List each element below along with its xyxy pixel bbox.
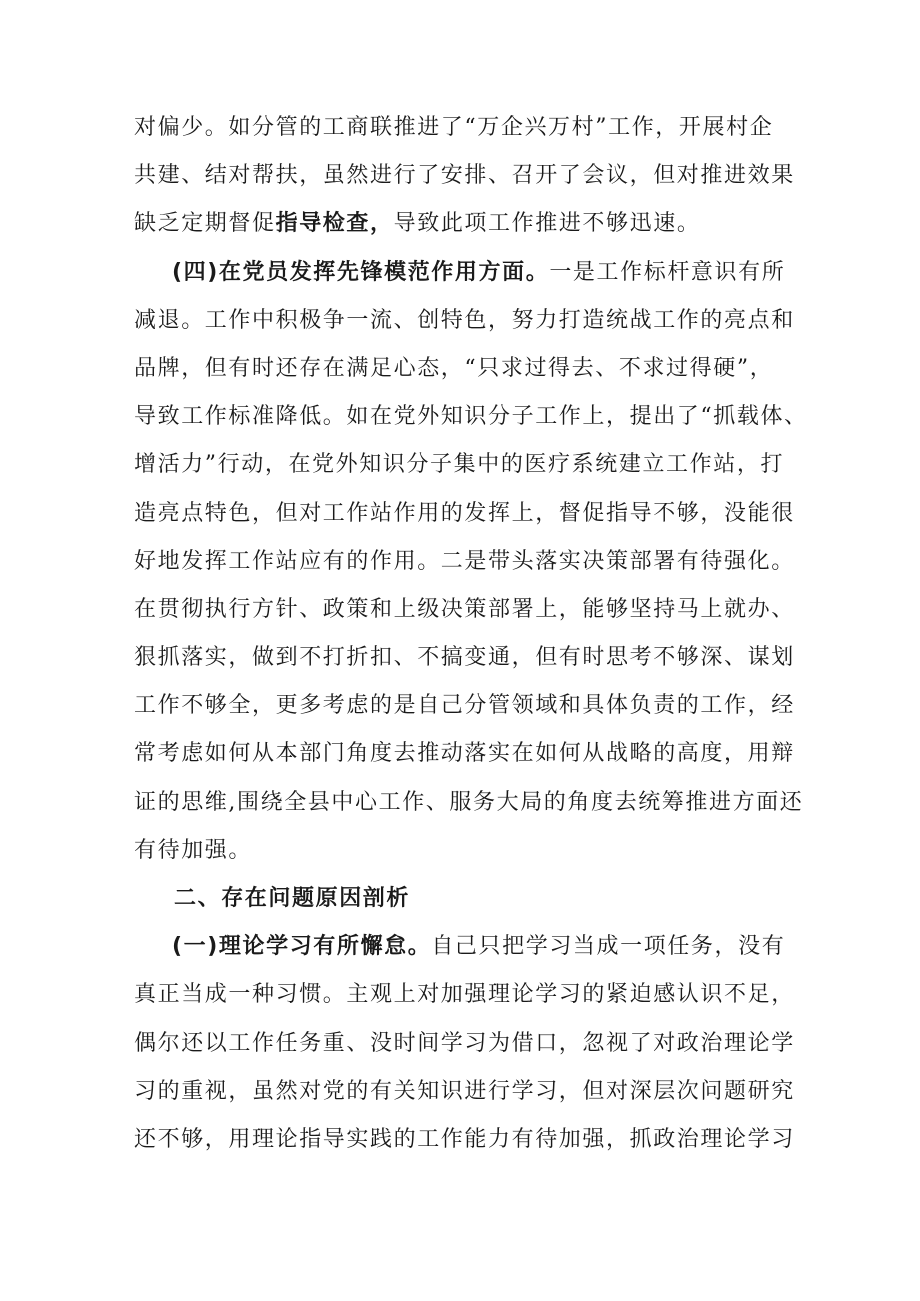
text-line: 常考虑如何从本部门角度去推动落实在如何从战略的高度，用辩 — [134, 741, 795, 767]
text-line: 共建、结对帮扶，虽然进行了安排、召开了会议，但对推进效果 — [134, 163, 795, 189]
text-line: 品牌，但有时还存在满足心态，“只求过得去、不求过得硬”， — [134, 355, 774, 381]
text-line: 造亮点特色，但对工作站作用的发挥上，督促指导不够，没能很 — [134, 500, 795, 526]
text-line: 增活力”行动，在党外知识分子集中的医疗系统建立工作站，打 — [134, 452, 785, 478]
section-1-heading: (一)理论学习有所懈怠。 — [172, 934, 432, 960]
text-line — [134, 200, 798, 248]
text-segment: 自己只把学习当成一项任务，没有 — [431, 934, 786, 960]
text-segment: 导致此项工作推进不够迅速。 — [393, 211, 701, 237]
text-line: 在贯彻执行方针、政策和上级决策部署上，能够坚持马上就办、 — [134, 596, 795, 622]
part-2-heading: 二、存在问题原因剖析 — [174, 886, 411, 911]
text-line: 对偏少。如分管的工商联推进了“万企兴万村”工作，开展村企 — [134, 115, 774, 140]
text-line: 偶尔还以工作任务重、没时间学习为借口，忽视了对政治理论学 — [134, 1030, 795, 1056]
text-line: 有待加强。 — [134, 837, 253, 863]
section-4-heading: (四)在党员发挥先锋模范作用方面。 — [172, 259, 550, 285]
text-line: 狠抓落实，做到不打折扣、不搞变通，但有时思考不够深、谋划 — [134, 645, 795, 671]
document-body — [134, 104, 808, 1164]
bold-text: 指导检查， — [275, 211, 394, 237]
text-segment: 一是工作标杆意识有所 — [549, 259, 786, 285]
text-line: 真正当成一种习惯。主观上对加强理论学习的紧迫感认识不足， — [134, 982, 795, 1008]
text-line: 习的重视，虽然对党的有关知识进行学习，但对深层次问题研究 — [134, 1078, 795, 1104]
text-line: 工作不够全，更多考虑的是自己分管领域和具体负责的工作，经 — [134, 693, 795, 719]
text-line: 导致工作标准降低。如在党外知识分子工作上，提出了“抓载体、 — [134, 404, 808, 430]
section-4-paragraph-start — [134, 249, 798, 297]
text-line: 减退。工作中积极争一流、创特色，努力打造统战工作的亮点和 — [134, 307, 795, 333]
text-segment: 缺乏定期督促 — [134, 211, 276, 237]
text-line: 证的思维,围绕全县中心工作、服务大局的角度去统筹推进方面还 — [134, 789, 804, 815]
text-line: 好地发挥工作站应有的作用。二是带头落实决策部署有待强化。 — [134, 548, 795, 574]
text-line: 还不够，用理论指导实践的工作能力有待加强，抓政治理论学习 — [134, 1126, 795, 1152]
section-1-paragraph-start — [134, 923, 798, 971]
